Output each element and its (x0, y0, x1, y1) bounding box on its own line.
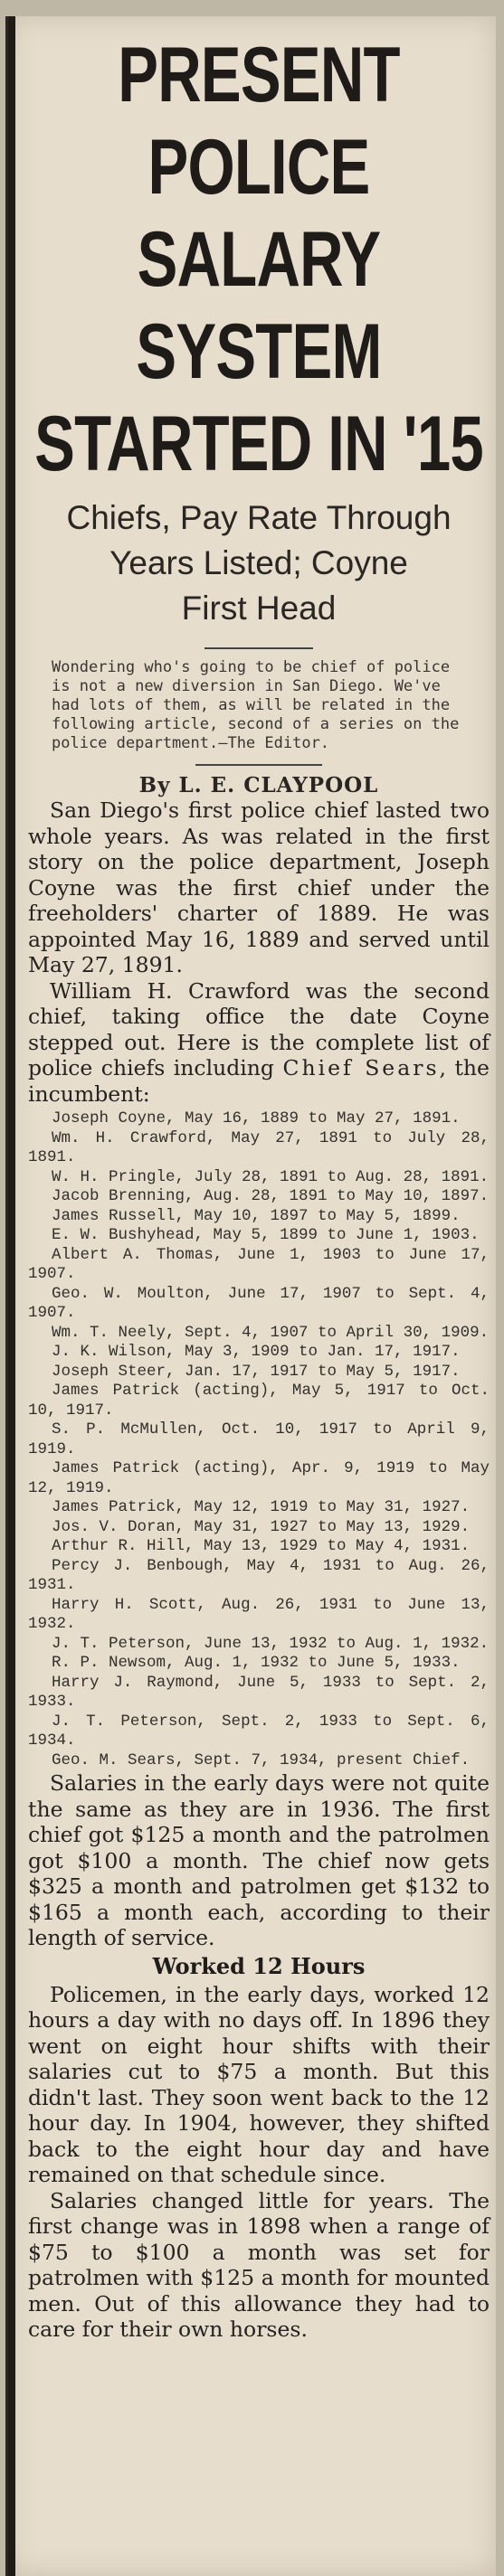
chief-entry: Arthur R. Hill, May 13, 1929 to May 4, 1931. (52, 1537, 471, 1555)
subhead-line-1: Chiefs, Pay Rate Through (66, 499, 452, 536)
chief-entry: Harry H. Scott, Aug. 26, 1931 to June 13, 1932. (28, 1595, 490, 1633)
paragraph-2-text: William H. Crawford was the second chief, taking office the date Coyne stepped out. Here is the complete list of police chiefs including (28, 977, 490, 1080)
chief-entry: J. T. Peterson, Sept. 2, 1933 to Sept. 6, 1934. (28, 1712, 490, 1750)
paragraph-3: Salaries in the early days were not quite the same as they are in 1936. The first chief got $125 a month and the patrolmen got $100 a month. The chief now gets $325 a month and patrolmen get $132 to $165 a month each, according to their length of service. (28, 1770, 490, 1950)
section-heading: Worked 12 Hours (152, 1952, 366, 1979)
chief-entry: Jacob Brenning, Aug. 28, 1891 to May 10, 1897. (52, 1187, 490, 1205)
article (28, 29, 490, 2343)
subheadline (28, 495, 490, 631)
chief-entry: R. P. Newsom, Aug. 1, 1932 to June 5, 1933. (52, 1654, 461, 1672)
column-rule (8, 16, 15, 2576)
chiefs-list (28, 1109, 490, 1770)
headline-line-2: SALARY SYSTEM (136, 216, 382, 395)
chief-entry: E. W. Bushyhead, May 5, 1899 to June 1, 1903. (52, 1226, 480, 1244)
chief-entry: Harry J. Raymond, June 5, 1933 to Sept. 2, 1933. (28, 1673, 490, 1711)
chief-entry: James Patrick (acting), Apr. 9, 1919 to May 12, 1919. (28, 1459, 490, 1497)
chief-entry: Percy J. Benbough, May 4, 1931 to Aug. 26, 1931. (28, 1556, 490, 1594)
headline (33, 29, 484, 490)
chief-entry: Jos. V. Doran, May 31, 1927 to May 13, 1929. (52, 1517, 471, 1536)
newspaper-clipping (5, 16, 496, 2576)
chief-entry: J. T. Peterson, June 13, 1932 to Aug. 1, 1932. (52, 1634, 490, 1653)
paragraph-5: Salaries changed little for years. The first change was in 1898 when a range of $75 to $100 a month was set for patrolmen with $125 a month for mounted men. Out of this allowance they had to care for their own horses. (28, 2187, 490, 2342)
headline-line-3: STARTED IN '15 (34, 401, 483, 487)
chief-entry: Wm. T. Neely, Sept. 4, 1907 to April 30, 1909. (52, 1323, 490, 1342)
headline-line-1: PRESENT POLICE (118, 32, 400, 211)
chief-entry: J. K. Wilson, May 3, 1909 to Jan. 17, 1917. (52, 1343, 461, 1361)
chief-entry: James Patrick, May 12, 1919 to May 31, 1927. (52, 1498, 471, 1516)
chief-entry: Albert A. Thomas, June 1, 1903 to June 17, 1907. (28, 1245, 490, 1283)
paragraph-4: Policemen, in the early days, worked 12 hours a day with no days off. In 1896 they went on eight hour shifts with their salaries cut to $75 a month. But this didn't last. They soon went back to the 12 hour day. In 1904, however, they shifted back to the eight hour day and have remained on that schedule since. (28, 1981, 490, 2187)
divider (204, 647, 313, 649)
chief-entry: W. H. Pringle, July 28, 1891 to Aug. 28, 1891. (52, 1167, 490, 1186)
chief-entry: S. P. McMullen, Oct. 10, 1917 to April 9, 1919. (28, 1420, 490, 1458)
chief-entry: Joseph Steer, Jan. 17, 1917 to May 5, 1917. (52, 1362, 461, 1381)
chief-entry: Wm. H. Crawford, May 27, 1891 to July 28, 1891. (28, 1128, 490, 1166)
chief-entry: Geo. W. Moulton, June 17, 1907 to Sept. 4, 1907. (28, 1284, 490, 1322)
paragraph-2 (28, 978, 490, 1108)
chief-entry: Geo. M. Sears, Sept. 7, 1934, present Chief. (52, 1750, 471, 1769)
chief-name-spaced: Chief Sears (282, 1055, 440, 1080)
paragraph-1: San Diego's first police chief lasted two whole years. As was related in the first story on the police department, Joseph Coyne was the first chief under the freeholders' charter of 1889. He was appointed May 16, 1889 and served until May 27, 1891. (28, 797, 490, 977)
paragraph-2-end: , the incumbent: (28, 1055, 490, 1107)
chief-entry: James Patrick (acting), May 5, 1917 to Oct. 10, 1917. (28, 1382, 490, 1420)
divider (195, 764, 322, 766)
byline: By L. E. CLAYPOOL (138, 773, 379, 797)
subhead-line-3: First Head (181, 590, 337, 627)
editor-note: Wondering who's going to be chief of police is not a new diversion in San Diego. We've had lots of them, as will be related in the following article, second of a series on the police department.—The Editor. (52, 658, 460, 752)
subhead-line-2: Years Listed; Coyne (109, 544, 408, 581)
chief-entry: Joseph Coyne, May 16, 1889 to May 27, 1891. (52, 1109, 461, 1128)
chief-entry: James Russell, May 10, 1897 to May 5, 1899. (52, 1206, 461, 1225)
